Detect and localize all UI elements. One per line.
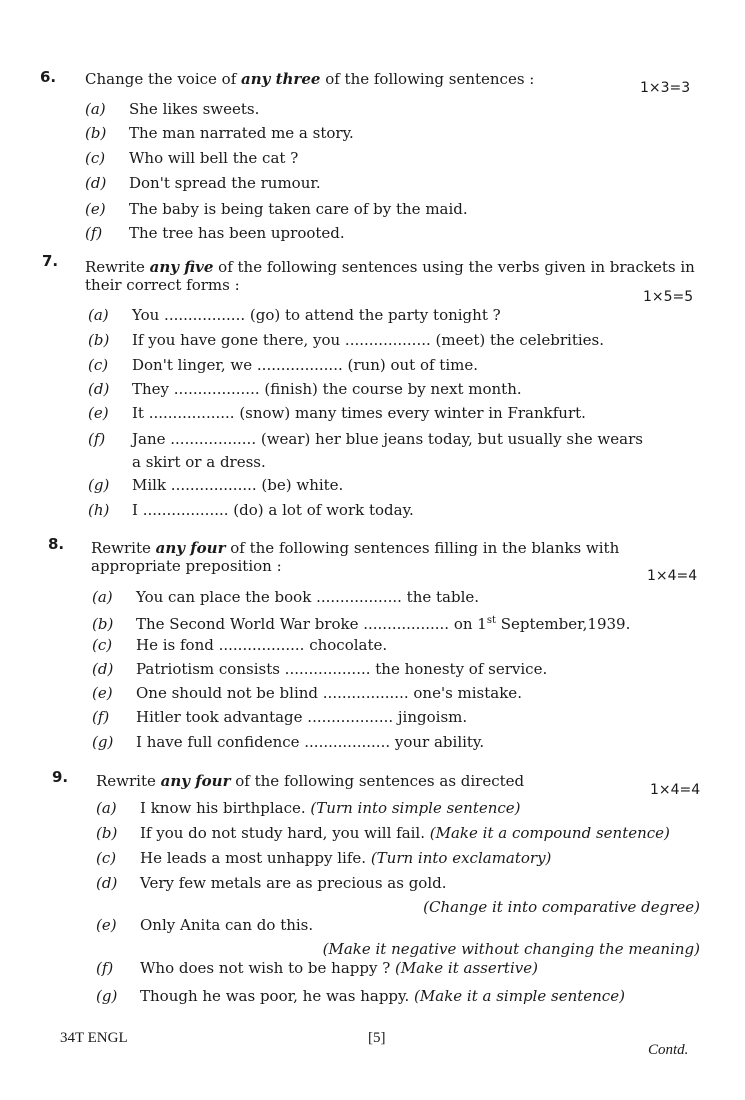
question-stem: Rewrite any five of the following sentences using the verbs given in brackets in their correct forms : <box>85 258 695 294</box>
marks: 1×5=5 <box>643 289 694 305</box>
list-item: (h) I .................. (do) a lot of work today. <box>88 501 414 519</box>
marks: 1×3=3 <box>640 80 691 96</box>
list-item: (c) He is fond .................. chocolate. <box>92 636 388 654</box>
paper-code: 34T ENGL <box>60 1030 128 1046</box>
list-item: (a) I know his birthplace. (Turn into simple sentence) <box>96 799 521 817</box>
list-item-continuation: a skirt or a dress. <box>132 453 266 471</box>
list-item: (d) Very few metals are as precious as gold. <box>96 874 447 892</box>
list-item: (e) Only Anita can do this. <box>96 916 314 934</box>
continued-note: Contd. <box>648 1042 689 1058</box>
marks: 1×4=4 <box>650 782 701 798</box>
list-item: (e) It .................. (snow) many times every winter in Frankfurt. <box>88 404 586 422</box>
list-item: (b) If you do not study hard, you will fail. (Make it a compound sentence) <box>96 824 670 842</box>
list-item: (d) Patriotism consists .................. the honesty of service. <box>92 660 548 678</box>
list-item: (f) Hitler took advantage .................. jingoism. <box>92 708 468 726</box>
list-item: (c) He leads a most unhappy life. (Turn into exclamatory) <box>96 849 552 867</box>
instruction: (Change it into comparative degree) <box>423 898 700 916</box>
list-item: (g) Milk .................. (be) white. <box>88 476 344 494</box>
list-item: (e) One should not be blind .................. one's mistake. <box>92 684 522 702</box>
list-item: (b) The man narrated me a story. <box>85 124 354 142</box>
question-stem: Rewrite any four of the following sentences as directed <box>96 772 525 790</box>
question-number: 8. <box>48 535 65 553</box>
list-item: (b) If you have gone there, you .................. (meet) the celebrities. <box>88 331 605 349</box>
question-stem: Rewrite any four of the following sentences filling in the blanks with appropriate preposition : <box>91 539 620 575</box>
page-number: [5] <box>368 1030 386 1046</box>
list-item: (g) I have full confidence .................. your ability. <box>92 733 485 751</box>
list-item: (f) Jane .................. (wear) her blue jeans today, but usually she wears <box>88 430 643 448</box>
question-number: 9. <box>52 768 69 786</box>
list-item: (e) The baby is being taken care of by the maid. <box>85 200 468 218</box>
list-item: (a) You can place the book .................. the table. <box>92 588 480 606</box>
instruction: (Make it negative without changing the meaning) <box>322 940 700 958</box>
list-item: (a) You ................. (go) to attend the party tonight ? <box>88 306 501 324</box>
list-item: (d) They .................. (finish) the course by next month. <box>88 380 522 398</box>
question-stem: Change the voice of any three of the following sentences : <box>85 70 535 88</box>
list-item: (f) The tree has been uprooted. <box>85 224 345 242</box>
list-item: (f) Who does not wish to be happy ? (Make it assertive) <box>96 959 538 977</box>
list-item: (g) Though he was poor, he was happy. (Make it a simple sentence) <box>96 987 625 1005</box>
list-item: (c) Who will bell the cat ? <box>85 149 299 167</box>
list-item: (d) Don't spread the rumour. <box>85 174 321 192</box>
list-item: (c) Don't linger, we .................. (run) out of time. <box>88 356 479 374</box>
question-number: 7. <box>42 252 59 270</box>
question-number: 6. <box>40 68 57 86</box>
marks: 1×4=4 <box>647 568 698 584</box>
list-item: (a) She likes sweets. <box>85 100 260 118</box>
list-item: (b) The Second World War broke .................. on 1st September,1939. <box>92 615 631 633</box>
